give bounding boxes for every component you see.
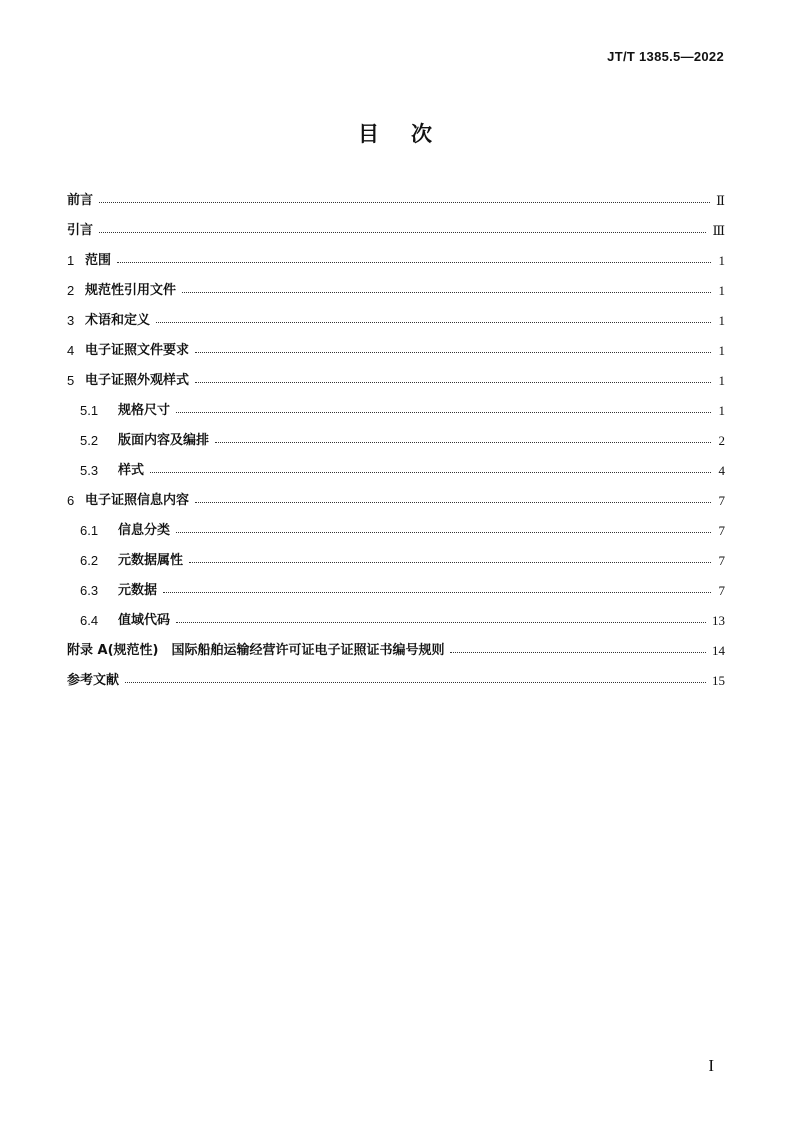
toc-entry-page: 13 <box>712 613 725 628</box>
toc-entry[interactable] <box>67 516 725 546</box>
dot-leader <box>117 261 711 263</box>
toc-entry[interactable] <box>67 576 725 606</box>
toc-entry-title: 引言 <box>67 223 94 238</box>
toc-entry[interactable] <box>67 366 725 396</box>
toc-entry-title: 电子证照信息内容 <box>85 493 190 508</box>
dot-leader <box>156 321 711 323</box>
toc-entry-title: 信息分类 <box>118 523 171 538</box>
toc-entry[interactable] <box>67 276 725 306</box>
dot-leader <box>176 621 706 623</box>
dot-leader <box>150 471 711 473</box>
toc-entry-page: 1 <box>718 403 725 418</box>
dot-leader <box>125 681 706 683</box>
table-of-contents <box>67 186 725 696</box>
toc-entry-number: 5 <box>67 373 75 388</box>
toc-entry[interactable] <box>67 306 725 336</box>
toc-entry-number: 6.3 <box>80 583 99 598</box>
toc-entry-number: 6.2 <box>80 553 99 568</box>
toc-entry-title: 参考文献 <box>67 673 120 688</box>
toc-entry-title: 规格尺寸 <box>118 403 171 418</box>
toc-entry-title: 元数据 <box>118 583 158 598</box>
document-code: JT/T 1385.5—2022 <box>607 49 724 64</box>
dot-leader <box>176 411 711 413</box>
toc-entry-page: 1 <box>718 283 725 298</box>
dot-leader <box>195 351 711 353</box>
toc-entry-page: 7 <box>718 583 725 598</box>
toc-entry-title: 规范性引用文件 <box>85 283 177 298</box>
toc-entry-page: Ⅱ <box>716 193 725 208</box>
toc-entry-page: 1 <box>718 373 725 388</box>
dot-leader <box>189 561 711 563</box>
toc-entry-number: 1 <box>67 253 75 268</box>
title-char-1: 目 <box>358 122 379 146</box>
toc-entry[interactable] <box>67 486 725 516</box>
toc-entry-page: 2 <box>718 433 725 448</box>
dot-leader <box>195 501 711 503</box>
toc-entry-page: 7 <box>718 493 725 508</box>
toc-entry-number: 3 <box>67 313 75 328</box>
page-number: I <box>708 1056 714 1075</box>
toc-entry-title: 范围 <box>85 253 112 268</box>
dot-leader <box>195 381 711 383</box>
dot-leader <box>182 291 711 293</box>
toc-entry-page: 1 <box>718 313 725 328</box>
toc-entry-page: 7 <box>718 553 725 568</box>
toc-entry-title: 值域代码 <box>118 613 171 628</box>
toc-entry-title: 版面内容及编排 <box>118 433 210 448</box>
toc-entry[interactable] <box>67 456 725 486</box>
toc-entry-number: 5.2 <box>80 433 99 448</box>
toc-entry[interactable] <box>67 666 725 696</box>
toc-entry-number: 6 <box>67 493 75 508</box>
title-char-2: 次 <box>411 122 432 146</box>
toc-entry-title: 样式 <box>118 463 145 478</box>
toc-entry-number: 2 <box>67 283 75 298</box>
toc-entry-page: 7 <box>718 523 725 538</box>
toc-entry[interactable] <box>67 186 725 216</box>
toc-entry-page: 1 <box>718 343 725 358</box>
toc-entry[interactable] <box>67 426 725 456</box>
toc-entry-title: 电子证照外观样式 <box>85 373 190 388</box>
toc-entry[interactable] <box>67 636 725 666</box>
toc-entry-page: Ⅲ <box>712 223 725 238</box>
dot-leader <box>99 231 706 233</box>
toc-entry[interactable] <box>67 216 725 246</box>
toc-entry-title: 元数据属性 <box>118 553 184 568</box>
page-title <box>0 118 790 148</box>
dot-leader <box>176 531 711 533</box>
dot-leader <box>163 591 711 593</box>
toc-entry[interactable] <box>67 336 725 366</box>
toc-entry-title: 电子证照文件要求 <box>85 343 190 358</box>
dot-leader <box>450 651 706 653</box>
toc-entry-page: 15 <box>712 673 725 688</box>
toc-entry-page: 14 <box>712 643 725 658</box>
dot-leader <box>215 441 711 443</box>
toc-entry[interactable] <box>67 246 725 276</box>
toc-entry[interactable] <box>67 396 725 426</box>
toc-entry-page: 4 <box>718 463 725 478</box>
toc-entry-title: 术语和定义 <box>85 313 151 328</box>
toc-entry-number: 4 <box>67 343 75 358</box>
toc-entry-number: 6.1 <box>80 523 99 538</box>
toc-entry-title: 前言 <box>67 193 94 208</box>
toc-entry-number: 5.1 <box>80 403 99 418</box>
toc-entry-page: 1 <box>718 253 725 268</box>
dot-leader <box>99 201 710 203</box>
toc-entry[interactable] <box>67 546 725 576</box>
toc-entry-title: 附录 A(规范性) 国际船舶运输经营许可证电子证照证书编号规则 <box>67 643 445 658</box>
toc-entry-number: 5.3 <box>80 463 99 478</box>
toc-entry-number: 6.4 <box>80 613 99 628</box>
toc-entry[interactable] <box>67 606 725 636</box>
